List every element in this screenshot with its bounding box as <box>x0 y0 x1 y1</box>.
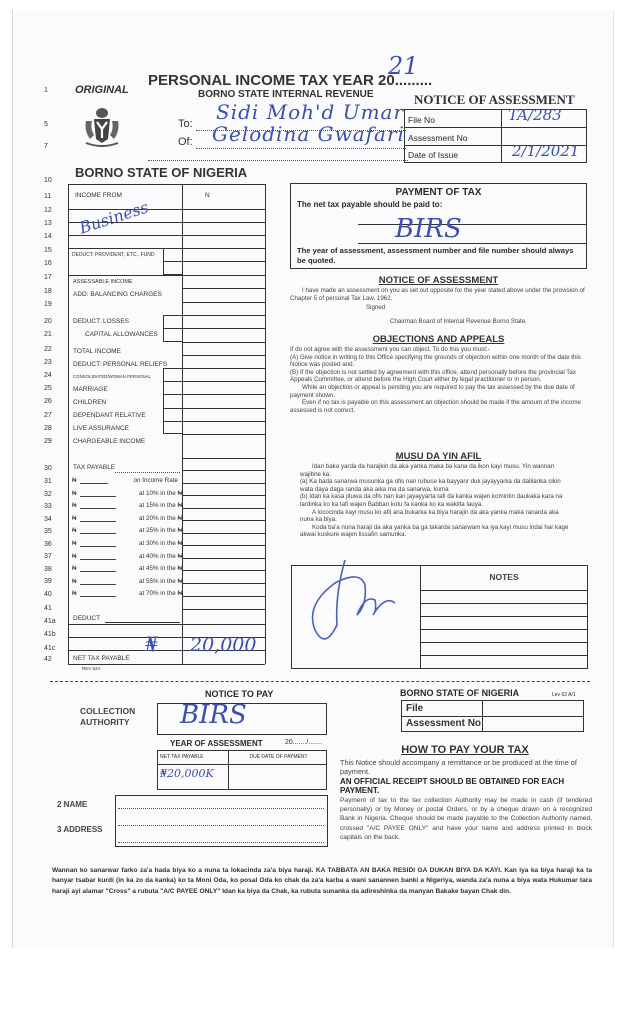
name-label: 2 NAME <box>57 800 88 809</box>
deduct-losses-label: DEDUCT: LOSSES <box>73 318 129 325</box>
hausa-text: Idan baka yarda da harajkin da aka yanka maka ba kana da ikon kayi musu. Yin wannan wajibne ka. (a) Ka bada sanarwa musunka ga ofis nan rubuce ka bayyanr duk jayayyarka da dalilanka cikin wata daya daga randa aka aika ma da sanarwa, kuma (b) Idan ka kasa jituwa da ofis nan kan jayayyarta tafi da kanka wajen komintin daukaka kara na lardinka ko ka tafi wajen Babban kotu fa kanka ko ka wakilta lauya. A lococinda kayi musu ko afil ana bukarka ka biya harajin da aka yanka maka ranarda aka nuna ka biya. Koda ba'a nuna haraji da aka yanka ba ga takarda sanarwam ka iya kayi musu indai har kage akwai kuskure wajen lissafin samunka. <box>300 463 569 539</box>
state-title: BORNO STATE OF NIGERIA <box>75 165 248 180</box>
deduct-provident-label: DEDUCT: PROVIDENT, ETC., FUND <box>72 252 155 258</box>
quote-note: The year of assessment, assessment number and file number should always be quoted. <box>297 246 574 265</box>
to-value: Sidi Moh'd Umar <box>216 100 405 124</box>
signature <box>305 555 415 665</box>
income-source-handwritten: Business <box>76 197 151 238</box>
payment-of-tax-title: PAYMENT OF TAX <box>395 187 482 198</box>
counterfoil-form-code: Lev 62 A/1 <box>552 692 576 698</box>
notice-net-tax-value: ₦20,000K <box>160 767 214 780</box>
balancing-charges-label: ADD: BALANCING CHARGES <box>73 291 162 298</box>
file-no-value: TA/283 <box>508 106 562 124</box>
name-address-box[interactable] <box>115 795 328 847</box>
children-label: CHILDREN <box>73 399 107 406</box>
collection-authority-value: BIRS <box>180 700 247 730</box>
table-left-border <box>68 184 69 664</box>
assessment-no-label: Assessment No <box>408 133 468 143</box>
year-of-assessment-value: 20......./....... <box>285 739 322 746</box>
dependant-relative-label: DEPENDANT RELATIVE <box>73 412 146 419</box>
objections-heading: OBJECTIONS AND APPEALS <box>372 334 505 345</box>
footer-hausa-text: Wannan ko sanarwar farko za'a hada biya ko a nuna ta lokacinda za'a biya haraji. KA TABBATA AN BAKA RESIDI GA DUKAN BIYA DA KAYI. Kan iya ka biya haraji ka ta hanyar tsabar kurdi (in ka zo da kanka) ko ta Moni Oda, ko posal Oda ko chak da za'a karba a wani sanannen banki a Nigeriya, wanda za'a nuna a biya wata Hukumar tara haraji ayi alamar "Cross" a rubuta "A/C PAYEE ONLY" Idan ka biya da Chak, ka rubuta sunanka da adireshinka da manyan Bakake bayan Chak din. <box>52 867 592 895</box>
capital-allowances-label: CAPITAL ALLOWANCES <box>85 331 158 338</box>
reliefs-subcolumn <box>163 368 183 434</box>
paid-to-line-2 <box>358 243 587 244</box>
income-from-label: INCOME FROM <box>75 192 122 199</box>
collection-authority-label: COLLECTION AUTHORITY <box>80 706 136 727</box>
counterfoil-file-label: File <box>406 703 424 714</box>
of-line <box>196 148 406 149</box>
consolidated-relief-label: CONSOLIDATED/WOMAN PERSONAL <box>73 374 151 379</box>
net-tax-payable-value: 20,000 <box>190 634 257 656</box>
due-date-header: DUE DATE OF PAYMENT <box>249 754 308 760</box>
currency-header: N <box>205 192 210 199</box>
objections-text: If do not agree with the assessment you can object. To do this you must:- (A) Give notice in writing to this Office specifying the grounds of objection within one month of the date this Notice was posted and. (B) If the objection is not settled by agreement with this office, attend personally before the provincial Tax Appeals Committee, or attend before the High Court either by legal practitioner or in person. While an objection or appeal is pending you are required to pay the tax assessed by the due date of payment shown. Even if no tax is payable on this assessment an objection should be made if the amount of the income assessed is not correct. <box>290 346 581 414</box>
notice-of-assessment-body: I have made an assessment on you as set out opposite for the year stated above under the provision of Chapter 5 of personal Tax Law, 1962. <box>290 287 585 302</box>
table-right-border <box>265 184 266 664</box>
rev-code: REV 52A <box>82 666 101 671</box>
address-label: 3 ADDRESS <box>57 825 103 834</box>
file-no-label: File No <box>408 115 435 125</box>
year-of-assessment-label: YEAR OF ASSESSMENT <box>170 739 263 748</box>
counterfoil-state-title: BORNO STATE OF NIGERIA <box>400 688 520 698</box>
paid-to-line-1 <box>358 224 587 225</box>
paid-to-label: The net tax payable should be paid to: <box>297 200 443 209</box>
header-divider <box>148 160 408 161</box>
net-tax-payable-header: NET TAX PAYABLE <box>160 754 204 760</box>
to-label: To: <box>178 118 193 130</box>
notice-to-pay-title: NOTICE TO PAY <box>205 689 274 699</box>
of-label: Of: <box>178 136 193 148</box>
form-title: PERSONAL INCOME TAX YEAR 20......... <box>148 72 433 89</box>
notes-title: NOTES <box>489 572 519 582</box>
of-value: Gelodina Gwafari <box>212 122 405 146</box>
life-assurance-label: LIVE ASSURANCE <box>73 425 129 432</box>
net-tax-payable-symbol: ₦ <box>145 632 158 656</box>
coat-of-arms-icon <box>82 105 122 149</box>
rate-rows: ₦ on Income Rate ₦ at 10% in the ₦ ₦ at 15% in the ₦ ₦ at 20% in the ₦ ₦ at 25% in the ₦ ₦ at 30% in the ₦ ₦ at 40% in the ₦ ₦ at 45% in the ₦ ₦ at 55% in the ₦ ₦ at 70% in the ₦ <box>72 477 182 598</box>
copy-label: ORIGINAL <box>75 84 129 96</box>
assessable-income-label: ASSESSABLE INCOME <box>73 279 133 285</box>
hausa-heading: MUSU DA YIN AFIL <box>395 451 482 462</box>
tear-off-line <box>50 681 590 682</box>
signed-label: Signed <box>366 304 386 311</box>
counterfoil-assessment-no-label: Assessment No <box>406 718 482 729</box>
personal-reliefs-label: DEDUCT: PERSONAL RELIEFS <box>73 361 168 368</box>
deduct-label: DEDUCT <box>73 615 101 622</box>
how-to-pay-heading: HOW TO PAY YOUR TAX <box>401 744 529 756</box>
handwritten-year: 21 <box>388 52 419 80</box>
notice-of-assessment-heading: NOTICE OF ASSESSMENT <box>378 275 499 286</box>
svg-text:Signature: Signature <box>305 555 310 556</box>
total-income-label: TOTAL INCOME <box>73 348 121 355</box>
date-of-issue-value: 2/1/2021 <box>512 142 580 160</box>
form-subtitle: BORNO STATE INTERNAL REVENUE <box>198 89 374 100</box>
notice-title: NOTICE OF ASSESSMENT <box>414 92 575 107</box>
signatory: Chairman Board of Internal Revenue Borno State. <box>390 318 527 325</box>
marriage-label: MARRIAGE <box>73 386 108 393</box>
date-of-issue-label: Date of Issue <box>408 150 459 160</box>
net-tax-payable-label: NET TAX PAYABLE <box>73 655 130 662</box>
how-to-pay-text: This Notice should accompany a remittance or be produced at the time of payment. AN OFFICIAL RECEIPT SHOULD BE OBTAINED FOR EACH PAYMENT. Payment of tax to the tax collection Authority may be made in cash (if tendered personally) or by Money or postal Orders, or by a cheque drawn on a recognized Bank in Nigeria. Cheque should be made payable to the Collection Authority named, crossed "A/C PAYEE ONLY" and have your name and address printed in block capitals on the back. <box>340 758 592 842</box>
tax-payable-label: TAX PAYABLE <box>73 464 116 471</box>
chargeable-income-label: CHARGEABLE INCOME <box>73 438 146 445</box>
paid-to-value: BIRS <box>395 214 462 244</box>
